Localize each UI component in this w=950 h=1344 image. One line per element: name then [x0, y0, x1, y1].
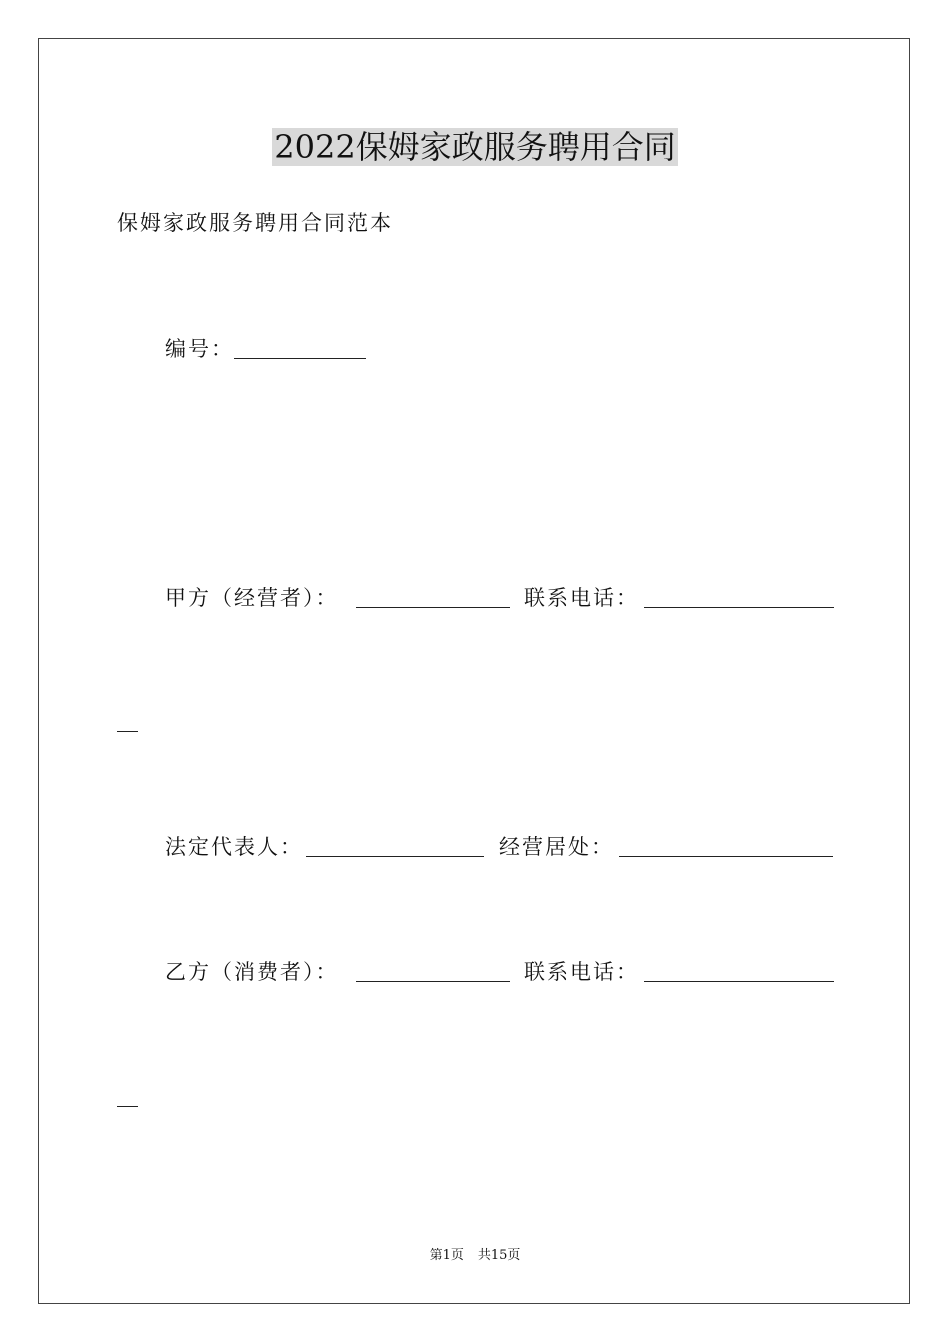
address-label: 经营居处： — [499, 835, 614, 859]
document-subtitle: 保姆家政服务聘用合同范本 — [117, 211, 393, 235]
address-blank[interactable] — [619, 856, 833, 857]
party-a-label: 甲方（经营者）： — [165, 586, 339, 610]
party-a-blank[interactable] — [356, 607, 510, 608]
page-total: 共15页 — [477, 1248, 521, 1263]
page-footer — [0, 1246, 950, 1266]
party-b-blank[interactable] — [356, 981, 510, 982]
number-label: 编号： — [165, 337, 234, 361]
document-title — [0, 124, 950, 170]
party-b-label: 乙方（消费者）： — [165, 960, 339, 984]
number-blank[interactable] — [234, 358, 366, 359]
party-b-phone-label: 联系电话： — [524, 960, 639, 984]
party-a-phone-blank-continued[interactable] — [117, 731, 138, 732]
party-a-phone-blank[interactable] — [644, 607, 834, 608]
page-current: 第1页 — [429, 1248, 464, 1263]
legal-rep-label: 法定代表人： — [165, 835, 303, 859]
legal-rep-blank[interactable] — [306, 856, 484, 857]
party-b-phone-blank-continued[interactable] — [117, 1106, 138, 1107]
party-b-phone-blank[interactable] — [644, 981, 834, 982]
party-a-phone-label: 联系电话： — [524, 586, 639, 610]
document-title-text: 2022保姆家政服务聘用合同 — [274, 128, 676, 166]
